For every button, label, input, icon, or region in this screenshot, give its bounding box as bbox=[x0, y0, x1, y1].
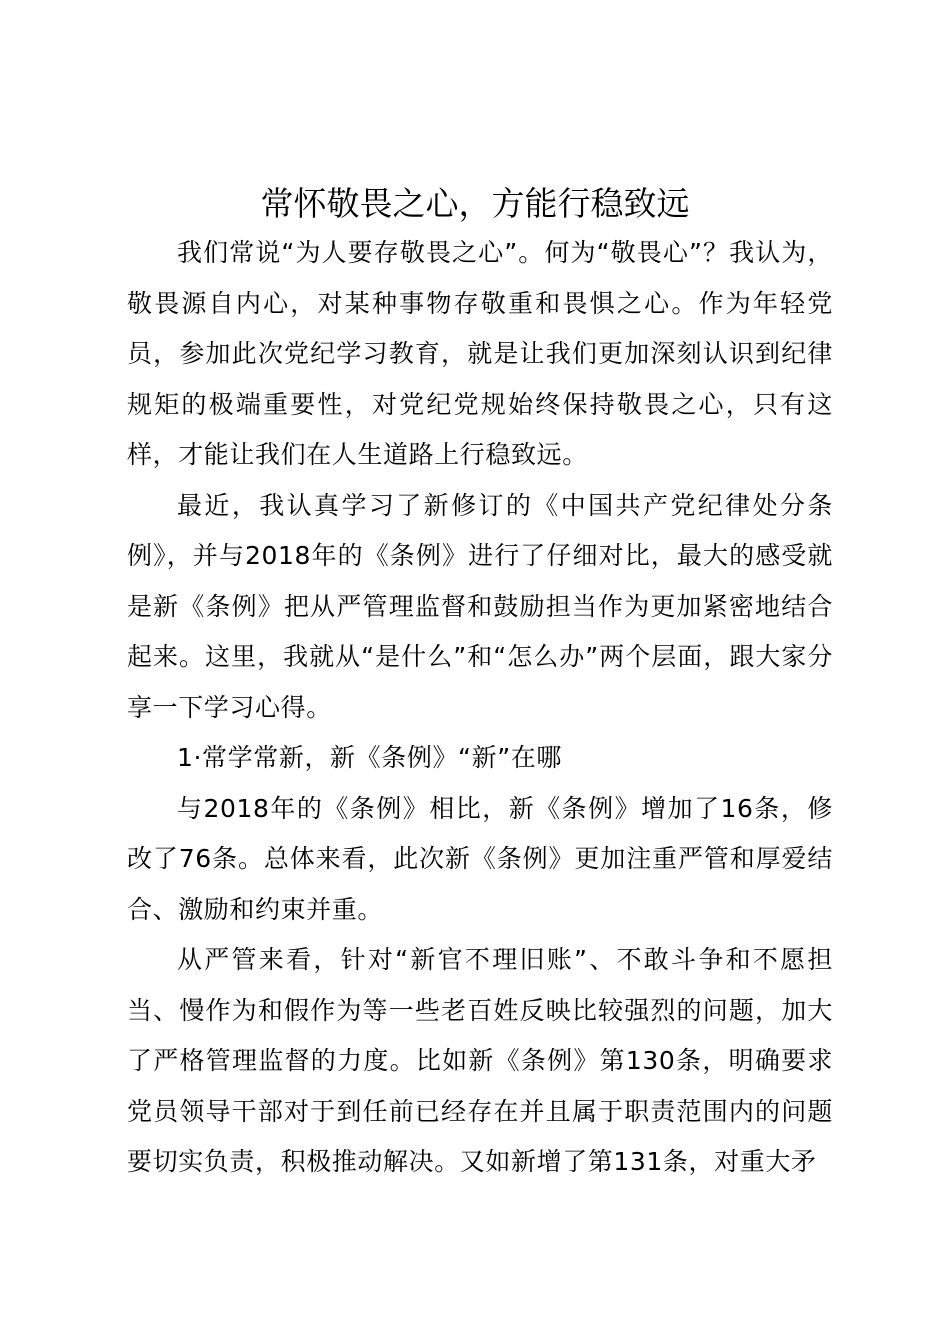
paragraph-strict-management: 从严管来看，针对“新官不理旧账”、不敢斗争和不愿担当、慢作为和假作为等一些老百姓反映比较强烈的问题，加大了严格管理监督的力度。比如新《条例》第130条，明确要求党员领导干部对于到任前已经存在并且属于职责范围内的问题要切实负责，积极推动解决。又如新增了第131条，对重大矛 bbox=[127, 945, 833, 1176]
paragraph-study-summary: 最近，我认真学习了新修订的《中国共产党纪律处分条例》，并与2018年的《条例》进行了仔细对比，最大的感受就是新《条例》把从严管理监督和鼓励担当作为更加紧密地结合起来。这里，我就从“是什么”和“怎么办”两个层面，跟大家分享一下学习心得。 bbox=[127, 490, 833, 722]
document-body bbox=[127, 228, 833, 1188]
section-heading-1: 1·常学常新，新《条例》“新”在哪 bbox=[177, 743, 562, 772]
paragraph-changes: 与2018年的《条例》相比，新《条例》增加了16条，修改了76条。总体来看，此次新《条例》更加注重严管和厚爱结合、激励和约束并重。 bbox=[127, 793, 833, 924]
paragraph-intro: 我们常说“为人要存敬畏之心”。何为“敬畏心”？我认为，敬畏源自内心，对某种事物存敬重和畏惧之心。作为年轻党员，参加此次党纪学习教育，就是让我们更加深刻认识到纪律规矩的极端重要性，对党纪党规始终保持敬畏之心，只有这样，才能让我们在人生道路上行稳致远。 bbox=[127, 238, 833, 469]
document-title: 常怀敬畏之心，方能行稳致远 bbox=[260, 184, 690, 223]
